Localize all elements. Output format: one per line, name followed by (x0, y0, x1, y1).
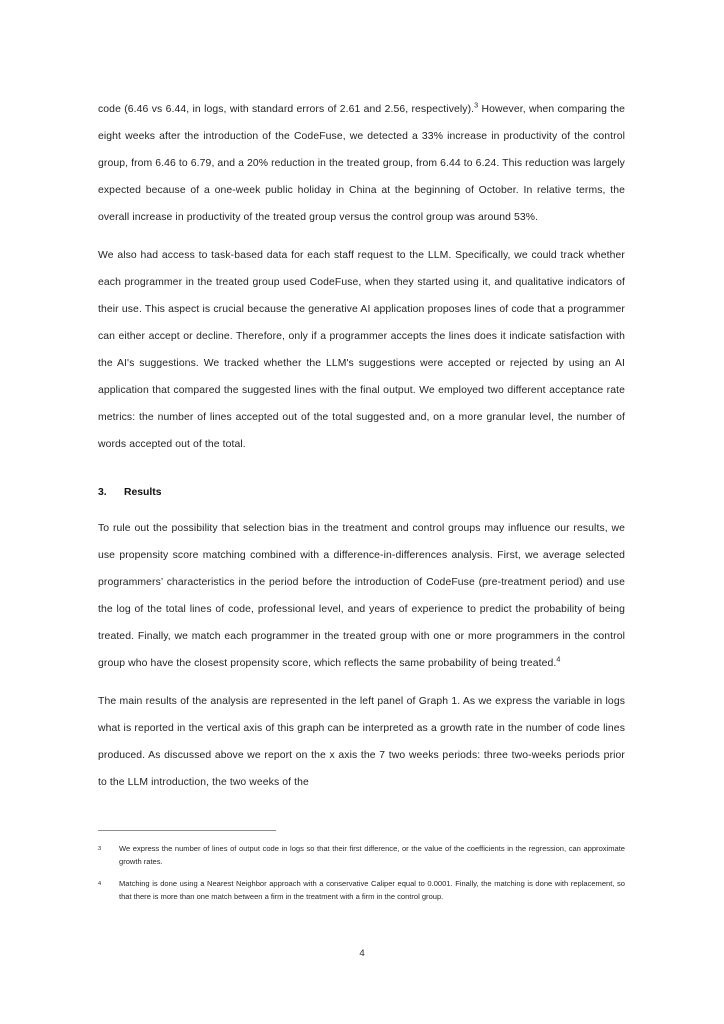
footnote-reference-4[interactable]: 4 (556, 654, 561, 664)
page-number: 4 (359, 948, 365, 959)
footnote-text: Matching is done using a Nearest Neighbor approach with a conservative Caliper equal to 0.0001. Finally, the matching is done with replacement, so that there is more than one match between a firm in the treatment with a firm in the control group. (119, 878, 625, 901)
paragraph-task-based-data: We also had access to task-based data for each staff request to the LLM. Specifically, we could track whether each programmer in the treated group used CodeFuse, when they started using it, and qualitative indicators of their use. This aspect is crucial because the generative AI application proposes lines of code that a programmer can either accept or decline. Therefore, only if a programmer accepts the lines does it indicate satisfaction with the AI's suggestions. We tracked whether the LLM's suggestions were accepted or rejected by using an AI application that compared the suggested lines with the final output. We employed two different acceptance rate metrics: the number of lines accepted out of the total suggested and, on a more granular level, the number of words accepted out of the total. (98, 250, 625, 450)
footnote-marker: 3 (98, 846, 102, 852)
footnote-separator-rule (98, 830, 276, 831)
section-title: Results (124, 487, 162, 498)
paragraph-text-tail: However, when comparing the eight weeks after the introduction of the CodeFuse, we detected a 33% increase in productivity of the control group, from 6.46 to 6.79, and a 20% reduction in the treated group, from 6.44 to 6.24. This reduction was largely expected because of a one-week public holiday in China at the beginning of October. In relative terms, the overall increase in productivity of the treated group versus the control group was around 53%. (98, 104, 625, 223)
footnote-text: We express the number of lines of output code in logs so that their first difference, or the value of the coefficients in the regression, can approximate growth rates. (119, 844, 625, 866)
footnote-section (98, 830, 625, 904)
paragraph-text-lead: To rule out the possibility that selection bias in the treatment and control groups may influence our results, we use propensity score matching combined with a difference-in-differences analysis. First, we average selected programmers’ characteristics in the period before the introduction of CodeFuse (pre-treatment period) and use the log of the total lines of code, professional level, and years of experience to predict the probability of being treated. Finally, we match each programmer in the treated group with one or more programmers in the control group who have the closest propensity score, which reflects the same probability of being treated. (98, 523, 625, 669)
page-text-column (98, 96, 625, 796)
paragraph-continuation (98, 96, 625, 231)
footnote-reference-3[interactable]: 3 (474, 100, 479, 110)
paragraph-propensity-matching (98, 515, 625, 677)
section-heading-results (98, 479, 625, 506)
footnote-item (98, 843, 625, 869)
paragraph-text-lead: code (6.46 vs 6.44, in logs, with standard errors of 2.61 and 2.56, respectively). (98, 104, 475, 115)
footnote-item (98, 878, 625, 904)
footnote-marker: 4 (98, 880, 102, 887)
section-number: 3. (98, 487, 107, 498)
paragraph-main-results: The main results of the analysis are represented in the left panel of Graph 1. As we express the variable in logs what is reported in the vertical axis of this graph can be interpreted as a growth rate in the number of code lines produced. As discussed above we report on the x axis the 7 two weeks periods: three two-weeks periods prior to the LLM introduction, the two weeks of the (98, 696, 625, 788)
